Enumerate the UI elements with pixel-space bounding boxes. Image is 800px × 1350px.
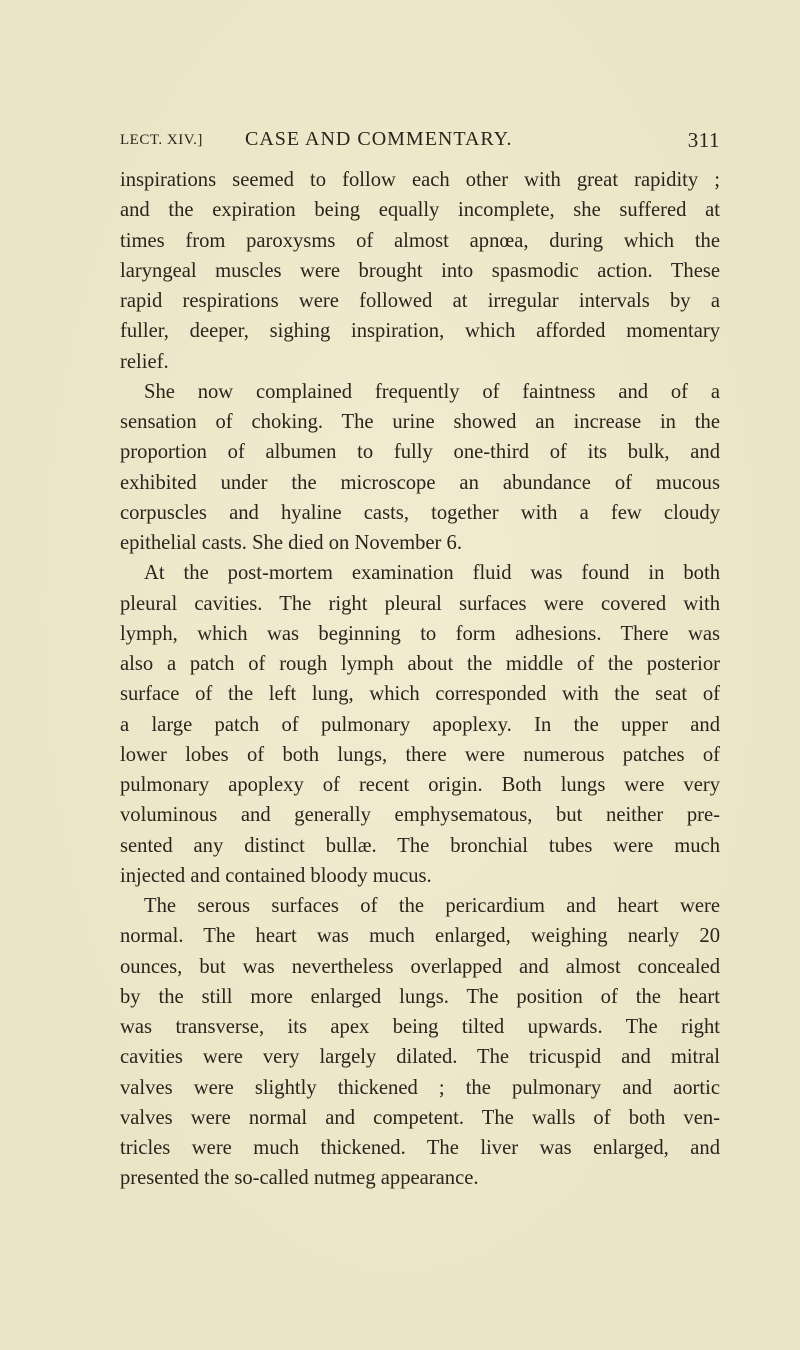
text-line: exhibited under the microscope an abundance of mucous	[120, 471, 720, 494]
text-line: lower lobes of both lungs, there were numerous patches of	[120, 743, 720, 766]
chapter-title: CASE AND COMMENTARY.	[245, 128, 513, 150]
text-line: pulmonary apoplexy of recent origin. Both lungs were very	[120, 774, 720, 796]
text-line: sensation of choking. The urine showed an increase in the	[120, 411, 720, 433]
text-line: fuller, deeper, sighing inspiration, which afforded momentary	[120, 320, 720, 343]
text-line: At the post-mortem examination fluid was found in both	[144, 562, 720, 585]
text-line: surface of the left lung, which corresponded with the seat of	[120, 683, 720, 706]
text-line: normal. The heart was much enlarged, weighing nearly 20	[120, 925, 720, 948]
text-line: corpuscles and hyaline casts, together with a few cloudy	[120, 501, 720, 524]
text-line: lymph, which was beginning to form adhesions. There was	[120, 622, 720, 645]
text-line: voluminous and generally emphysematous, but neither pre-	[120, 804, 720, 827]
text-line: epithelial casts. She died on November 6.	[120, 532, 462, 554]
text-line: She now complained frequently of faintness and of a	[144, 380, 720, 403]
text-line: sented any distinct bullæ. The bronchial tubes were much	[120, 834, 720, 857]
text-line: rapid respirations were followed at irregular intervals by a	[120, 290, 720, 312]
text-line: presented the so-called nutmeg appearance.	[120, 1167, 479, 1190]
text-line: valves were normal and competent. The walls of both ven-	[120, 1106, 720, 1129]
text-line: valves were slightly thickened ; the pulmonary and aortic	[120, 1076, 720, 1099]
text-line: tricles were much thickened. The liver was enlarged, and	[120, 1137, 720, 1159]
text-line: laryngeal muscles were brought into spasmodic action. These	[120, 259, 720, 282]
text-line: by the still more enlarged lungs. The position of the heart	[120, 985, 720, 1008]
lecture-reference: LECT. XIV.]	[120, 132, 203, 148]
page-number: 311	[687, 128, 720, 152]
text-line: cavities were very largely dilated. The tricuspid and mitral	[120, 1046, 720, 1069]
text-line: pleural cavities. The right pleural surfaces were covered with	[120, 592, 720, 615]
text-line: injected and contained bloody mucus.	[120, 864, 432, 887]
text-line: The serous surfaces of the pericardium and heart were	[144, 895, 720, 917]
text-line: proportion of albumen to fully one-third of its bulk, and	[120, 441, 720, 464]
text-line: ounces, but was nevertheless overlapped and almost concealed	[120, 955, 720, 978]
text-line: also a patch of rough lymph about the middle of the posterior	[120, 653, 720, 675]
text-line: was transverse, its apex being tilted upwards. The right	[120, 1016, 720, 1038]
running-head	[120, 128, 720, 158]
text-line: relief.	[120, 350, 169, 373]
text-line: times from paroxysms of almost apnœa, during which the	[120, 229, 720, 252]
text-line: a large patch of pulmonary apoplexy. In the upper and	[120, 713, 720, 736]
text-line: inspirations seemed to follow each other with great rapidity ;	[120, 169, 720, 191]
text-line: and the expiration being equally incomplete, she suffered at	[120, 199, 720, 222]
body-text	[120, 165, 720, 1194]
